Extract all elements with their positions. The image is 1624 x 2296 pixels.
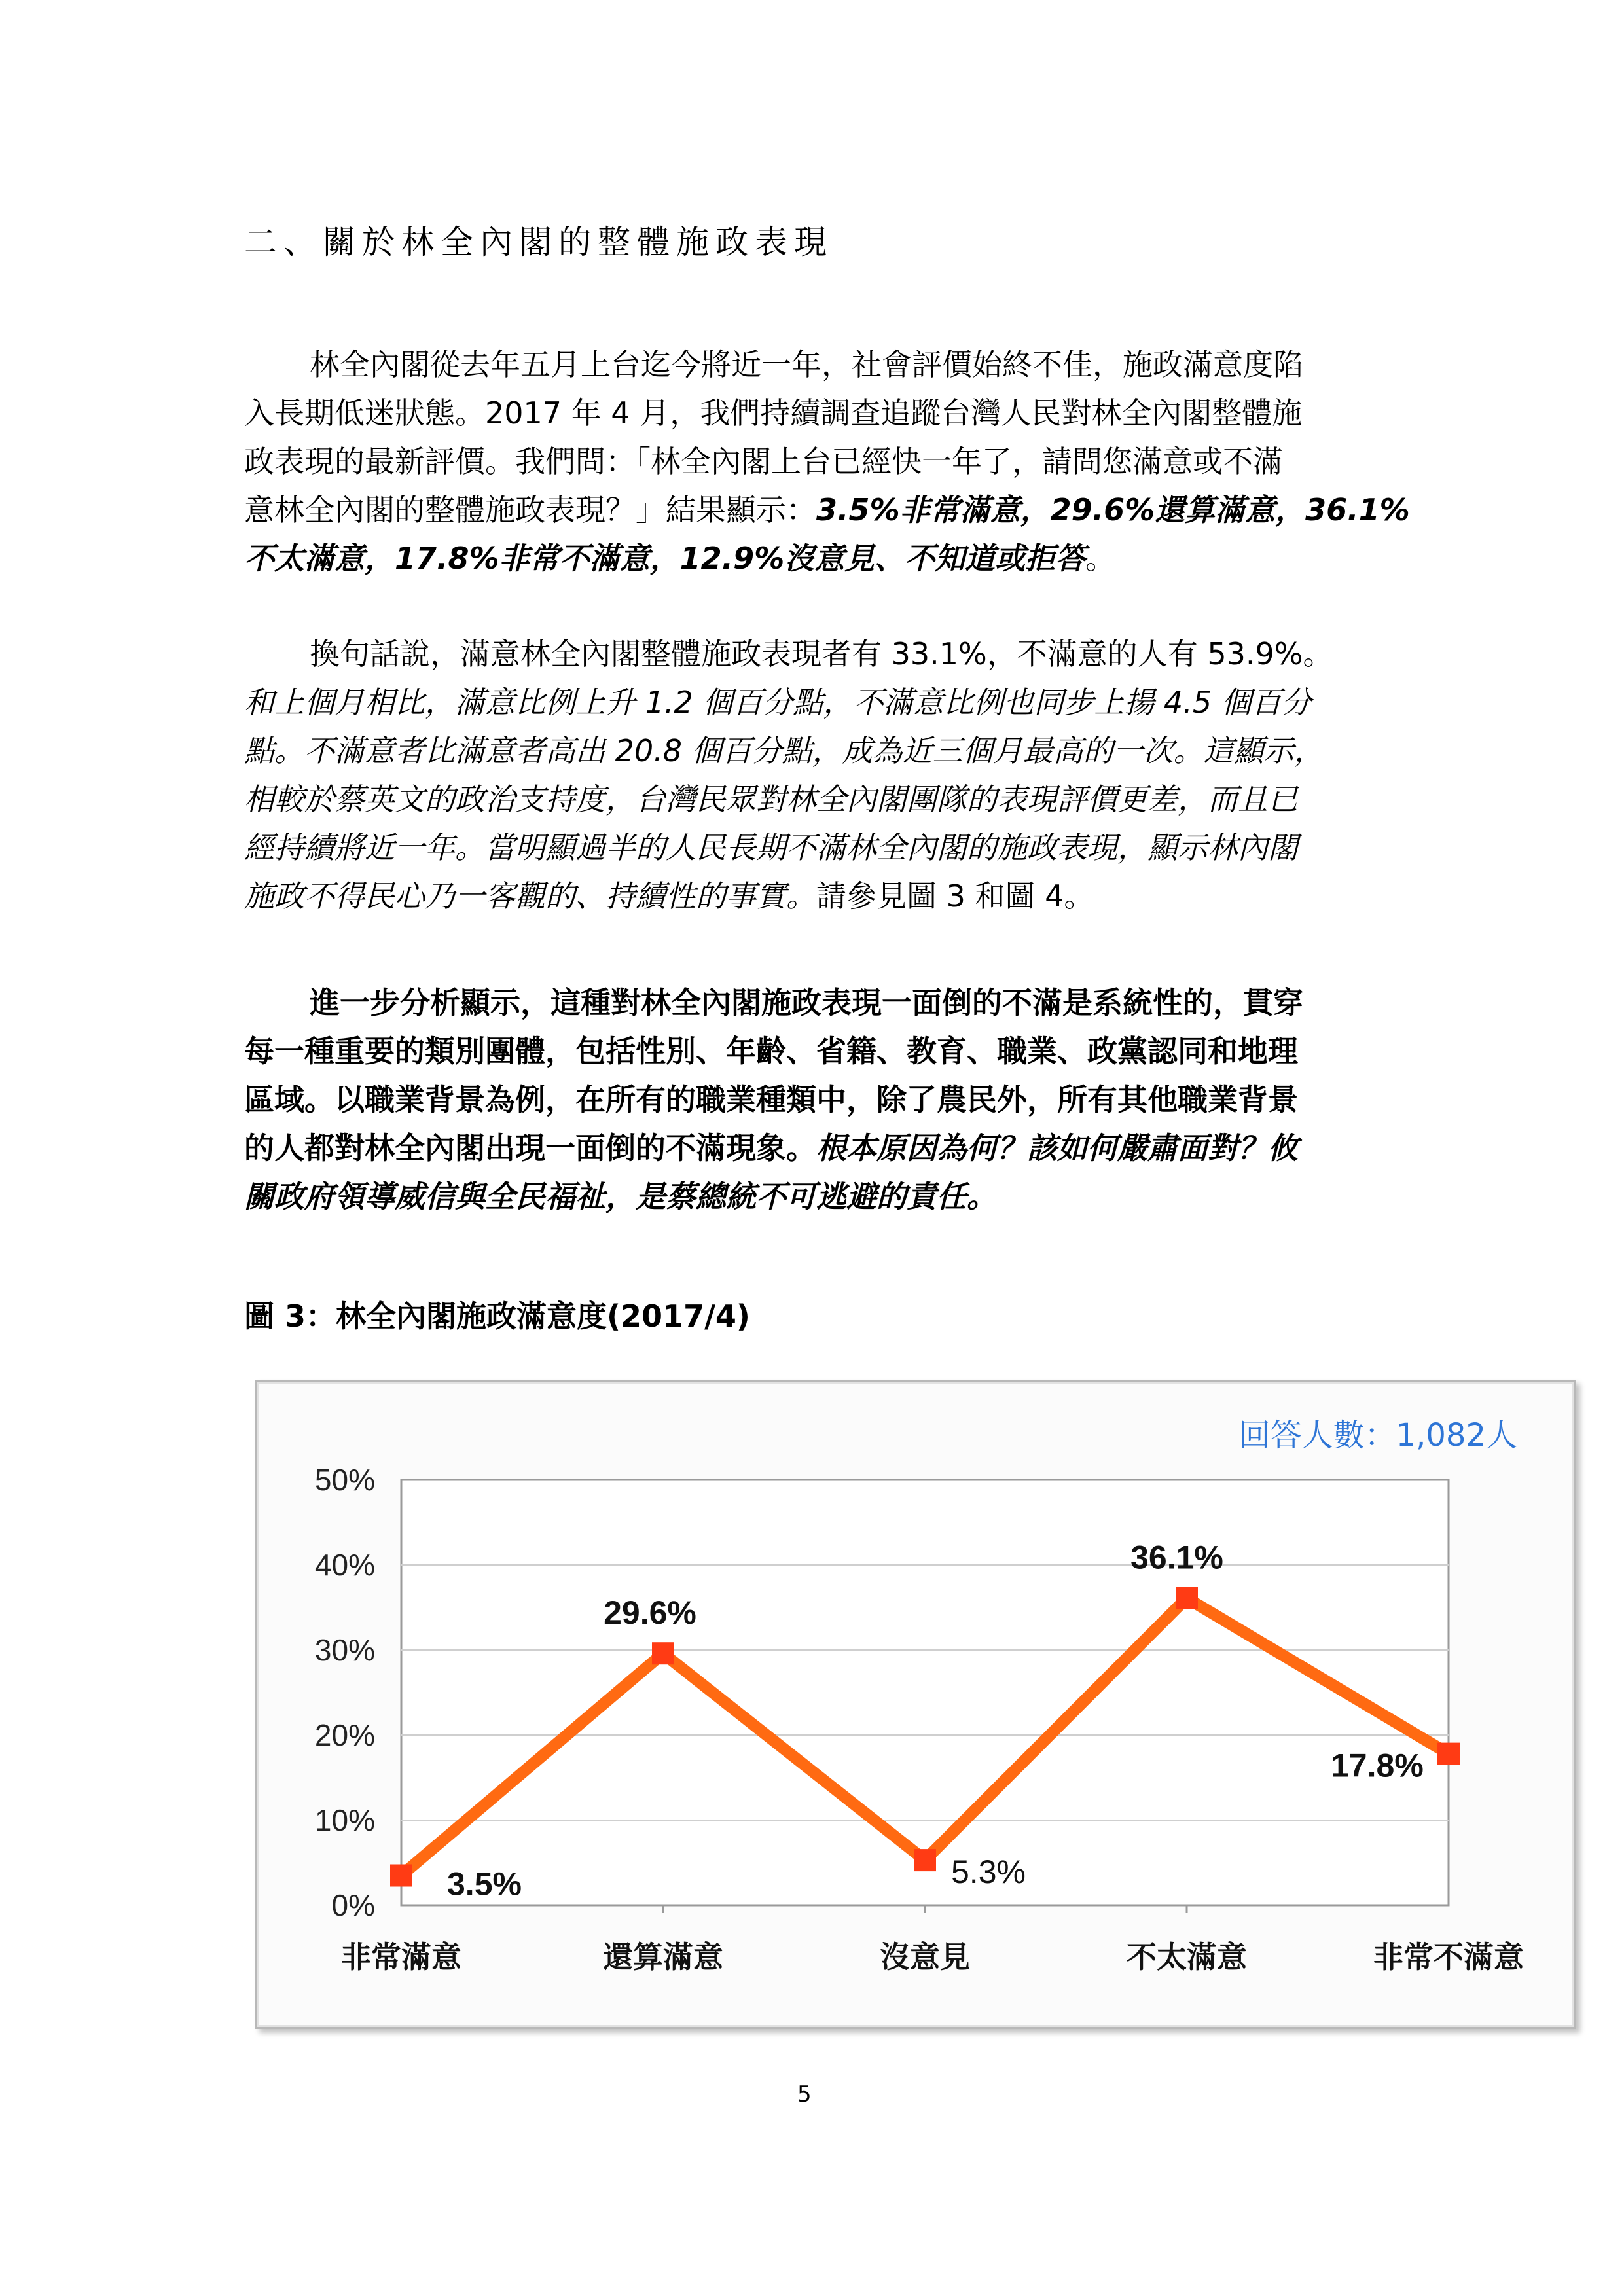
respondents-count-label: 回答人數：1,082人 <box>1238 1417 1517 1454</box>
data-label: 17.8% <box>1331 1747 1424 1784</box>
para2-line6 <box>244 872 1370 920</box>
section-heading: 二、關於林全內閣的整體施政表現 <box>244 223 833 261</box>
para1-line4-highlight: 3.5%非常滿意，29.6%還算滿意，36.1% <box>816 492 1410 528</box>
plot-area <box>401 1480 1449 1905</box>
para3-line4-bold: 的人都對林全內閣出現一面倒的不滿現象。 <box>244 1130 816 1166</box>
satisfaction-line-chart <box>257 1382 1574 2027</box>
para2-line6-italic: 施政不得民心乃一客觀的、持續性的事實。 <box>244 878 816 914</box>
x-category-label: 非常滿意 <box>341 1939 461 1975</box>
para1-line1: 林全內閣從去年五月上台迄今將近一年，社會評價始終不佳，施政滿意度陷 <box>310 347 1303 382</box>
chart-frame <box>255 1380 1576 2029</box>
data-point <box>652 1642 674 1664</box>
data-point <box>1437 1743 1460 1765</box>
x-category-label: 非常不滿意 <box>1373 1939 1524 1975</box>
paragraph-1 <box>244 340 1410 583</box>
para2-line2: 和上個月相比，滿意比例上升 1.2 個百分點，不滿意比例也同步上揚 4.5 個百分 <box>244 685 1312 720</box>
y-tick-label: 0% <box>331 1888 375 1922</box>
para1-line4-text: 意林全內閣的整體施政表現？」結果顯示： <box>244 492 816 528</box>
y-tick-label: 40% <box>314 1548 375 1582</box>
para1-line4 <box>244 486 1410 534</box>
paragraph-2 <box>244 630 1370 920</box>
data-label: 36.1% <box>1130 1539 1223 1576</box>
y-tick-label: 50% <box>314 1463 375 1497</box>
data-point <box>1176 1587 1198 1609</box>
para1-line5 <box>244 534 1370 583</box>
y-tick-label: 20% <box>314 1718 375 1752</box>
page-number: 5 <box>797 2081 812 2108</box>
x-category-label: 還算滿意 <box>603 1939 723 1975</box>
y-tick-label: 30% <box>314 1633 375 1667</box>
para1-line3: 政表現的最新評價。我們問：「林全內閣上台已經快一年了，請問您滿意或不滿 <box>244 444 1283 479</box>
data-label: 3.5% <box>447 1865 522 1903</box>
para2-line4: 相較於蔡英文的政治支持度，台灣民眾對林全內閣團隊的表現評價更差，而且已 <box>244 781 1298 817</box>
figure-title: 圖 3：林全內閣施政滿意度(2017/4) <box>244 1299 750 1334</box>
para3-line3: 區域。以職業背景為例，在所有的職業種類中，除了農民外，所有其他職業背景 <box>244 1082 1298 1117</box>
para3-line4-highlight: 根本原因為何？該如何嚴肅面對？攸 <box>816 1130 1298 1166</box>
paragraph-3 <box>244 978 1370 1221</box>
para2-line5: 經持續將近一年。當明顯過半的人民長期不滿林全內閣的施政表現，顯示林內閣 <box>244 830 1298 865</box>
data-point <box>390 1865 412 1887</box>
data-label: 29.6% <box>604 1594 696 1632</box>
para2-line3: 點。不滿意者比滿意者高出 20.8 個百分點，成為近三個月最高的一次。這顯示， <box>244 733 1324 768</box>
para2-line6-text: 請參見圖 3 和圖 4。 <box>816 878 1094 914</box>
x-category-label: 沒意見 <box>880 1939 970 1975</box>
para3-line1: 進一步分析顯示，這種對林全內閣施政表現一面倒的不滿是系統性的，貫穿 <box>310 985 1303 1020</box>
para1-line2: 入長期低迷狀態。2017 年 4 月，我們持續調查追蹤台灣人民對林全內閣整體施 <box>244 395 1303 431</box>
para1-line5-highlight: 不太滿意，17.8%非常不滿意，12.9%沒意見、不知道或拒答 <box>244 541 1086 576</box>
data-label: 5.3% <box>951 1854 1026 1891</box>
para1-line5-end: 。 <box>1085 541 1116 576</box>
para2-line1: 換句話說，滿意林全內閣整體施政表現者有 33.1%，不滿意的人有 53.9%。 <box>310 636 1333 672</box>
para3-line5: 關政府領導威信與全民福祉，是蔡總統不可逃避的責任。 <box>244 1179 997 1214</box>
para3-line2: 每一種重要的類別團體，包括性別、年齡、省籍、教育、職業、政黨認同和地理 <box>244 1033 1298 1069</box>
data-point <box>914 1849 936 1871</box>
y-tick-label: 10% <box>314 1803 375 1837</box>
para3-line4 <box>244 1124 1370 1172</box>
x-category-label: 不太滿意 <box>1127 1939 1247 1975</box>
